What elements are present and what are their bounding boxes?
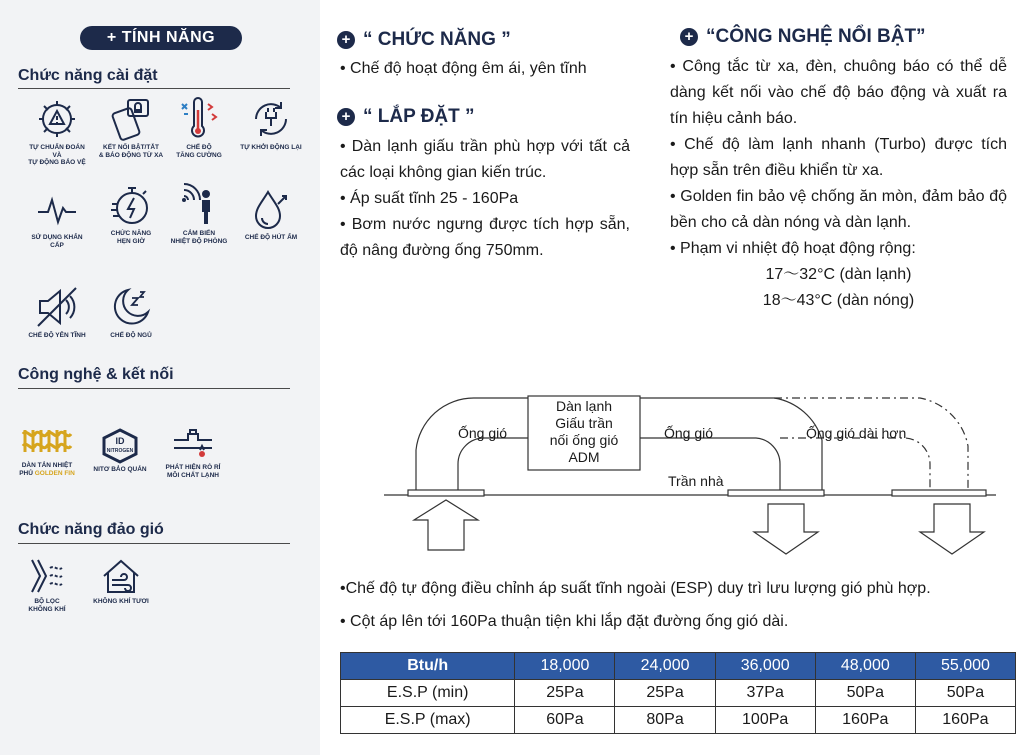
table-header-cell: 55,000 [915,653,1015,680]
install-heading: + “ LẮP ĐẶT ” [337,106,475,128]
supply-air-arrow-far [920,504,984,554]
feature-room-sensor: CẢM BIẾN NHIỆT ĐỘ PHÒNG [166,182,232,245]
table-cell: 60Pa [515,707,615,734]
feature-self-diagnosis: TỰ CHUẨN ĐOÁN VÀ TỰ ĐỘNG BẢO VỆ [24,96,90,167]
section-divider [18,388,290,389]
feature-fresh-air: KHÔNG KHÍ TƯƠI [88,556,154,606]
table-header-cell: 24,000 [615,653,715,680]
ceiling-label: Trần nhà [668,473,724,489]
long-duct-inner [780,438,930,490]
pulse-icon [34,186,80,232]
section-divider [18,88,290,89]
duct-label-left: Ống gió [458,425,508,441]
tech-item: • Công tắc từ xa, đèn, chuông báo có thể dễ dàng kết nối vào chế độ báo động và xuất ra tín hiệu cảnh báo. [670,58,1007,127]
tech-list [670,54,1007,314]
nitrogen-badge-text: NITROGEN [106,448,134,454]
feature-dehumidify: CHẾ ĐỘ HÚT ẨM [238,186,304,242]
table-header-row [341,653,1016,680]
air-filter-icon [24,556,70,596]
feature-air-filter: BỘ LỌC KHÔNG KHÍ [14,556,80,613]
feature-auto-restart: TỰ KHỞI ĐỘNG LẠI [238,96,304,152]
feature-remote-alarm: KẾT NỐI BẬT/TẮT & BÁO ĐỘNG TỪ XA [98,96,164,159]
table-row [341,680,1016,707]
feature-sleep: CHẾ ĐỘ NGỦ [98,284,164,340]
features-pill: + TÍNH NĂNG [80,26,242,50]
feature-golden-fin: DÀN TẢN NHIỆT PHỦ GOLDEN FIN [14,420,80,477]
unit-label-line: Dàn lạnh [555,398,613,414]
note-esp: •Chế độ tự động điều chỉnh áp suất tĩnh ngoài (ESP) duy trì lưu lượng gió phù hợp. [340,580,931,597]
esp-table [340,652,1016,734]
install-list [340,134,630,264]
tech-item: • Chế độ làm lạnh nhanh (Turbo) được tích hợp sẵn trên điều khiển từ xa. [670,136,1007,179]
table-cell: 100Pa [715,707,815,734]
tech-item: • Golden fin bảo vệ chống ăn mòn, đảm bảo độ bền cho cả dàn nóng và dàn lạnh. [670,188,1007,231]
temp-range-outdoor: 18～43°C (dàn nóng) [762,292,915,309]
table-header-cell: 36,000 [715,653,815,680]
plus-circle-icon: + [337,31,355,49]
section-title-install: Chức năng cài đặt [18,67,158,84]
table-cell: 160Pa [815,707,915,734]
gear-warning-icon [34,96,80,142]
section-title-tech: Công nghệ & kết nối [18,366,174,383]
temp-range-indoor: 17～32°C (dàn lạnh) [765,266,912,283]
supply-grille-far [892,490,986,496]
left-duct-outer [416,398,528,490]
plus-circle-icon: + [337,108,355,126]
table-header-cell: 48,000 [815,653,915,680]
plug-restart-icon [248,96,294,142]
feature-quiet: CHẾ ĐỘ YÊN TĨNH [24,284,90,340]
tech-item: • Phạm vi nhiệt độ hoạt động rộng: [670,240,916,257]
duct-label-right: Ống gió [664,425,714,441]
feature-leak-detect: PHÁT HIỆN RÒ RỈ MÔI CHẤT LẠNH [160,426,226,479]
mute-speaker-icon [34,284,80,330]
table-cell: 80Pa [615,707,715,734]
table-header-cell: Btu/h [341,653,515,680]
feature-emergency: SỬ DỤNG KHẨN CẤP [24,186,90,249]
thermometer-icon [176,96,222,142]
table-row [341,707,1016,734]
left-duct-inner [458,438,528,490]
duct-diagram [370,380,1010,560]
person-sensor-icon [176,182,222,228]
supply-air-arrow [754,504,818,554]
phone-bell-icon [108,96,154,142]
section-title-swing: Chức năng đảo gió [18,521,164,538]
house-wind-icon [98,556,144,596]
nitrogen-badge-id: ID [115,436,125,446]
golden-fin-icon [19,420,75,460]
plus-circle-icon: + [680,28,698,46]
table-cell: 25Pa [515,680,615,707]
install-item: • Áp suất tĩnh 25 - 160Pa [340,190,519,207]
table-cell: 50Pa [915,680,1015,707]
functions-heading: + “ CHỨC NĂNG ” [337,29,511,51]
table-cell: 25Pa [615,680,715,707]
unit-label-line: Giấu trần [555,415,613,431]
section-divider [18,543,290,544]
pipe-leak-icon [170,426,216,462]
table-cell: 37Pa [715,680,815,707]
table-cell: E.S.P (min) [341,680,515,707]
table-header-cell: 18,000 [515,653,615,680]
feature-nitrogen: ID NITROGEN NITƠ BẢO QUẢN [87,428,153,474]
supply-grille [728,490,824,496]
unit-label-line: nối ống gió [549,432,619,448]
return-grille [408,490,484,496]
install-item: • Bơm nước ngưng được tích hợp sẵn, độ nâng đường ống 750mm. [340,216,630,259]
table-cell: 160Pa [915,707,1015,734]
duct-label-long: Ống gió dài hơn [806,425,907,441]
table-cell: 50Pa [815,680,915,707]
tech-heading: + “CÔNG NGHỆ NỔI BẬT” [680,26,926,48]
note-pressure: • Cột áp lên tới 160Pa thuận tiện khi lắp đặt đường ống gió dài. [340,613,789,630]
functions-item: • Chế độ hoạt động êm ái, yên tĩnh [340,60,587,77]
nitrogen-badge-icon [99,428,141,464]
features-sidebar [0,0,320,755]
install-item: • Dàn lạnh giấu trần phù hợp với tất cả các loại không gian kiến trúc. [340,138,630,181]
return-air-arrow [414,500,478,550]
stopwatch-icon [108,182,154,228]
table-cell: E.S.P (max) [341,707,515,734]
water-drop-icon [248,186,294,232]
unit-label-line: ADM [568,449,600,465]
moon-zz-icon [108,284,154,330]
feature-boost-mode: CHẾ ĐỘ TĂNG CƯỜNG [166,96,232,159]
feature-timer: CHỨC NĂNG HẸN GIỜ [98,182,164,245]
